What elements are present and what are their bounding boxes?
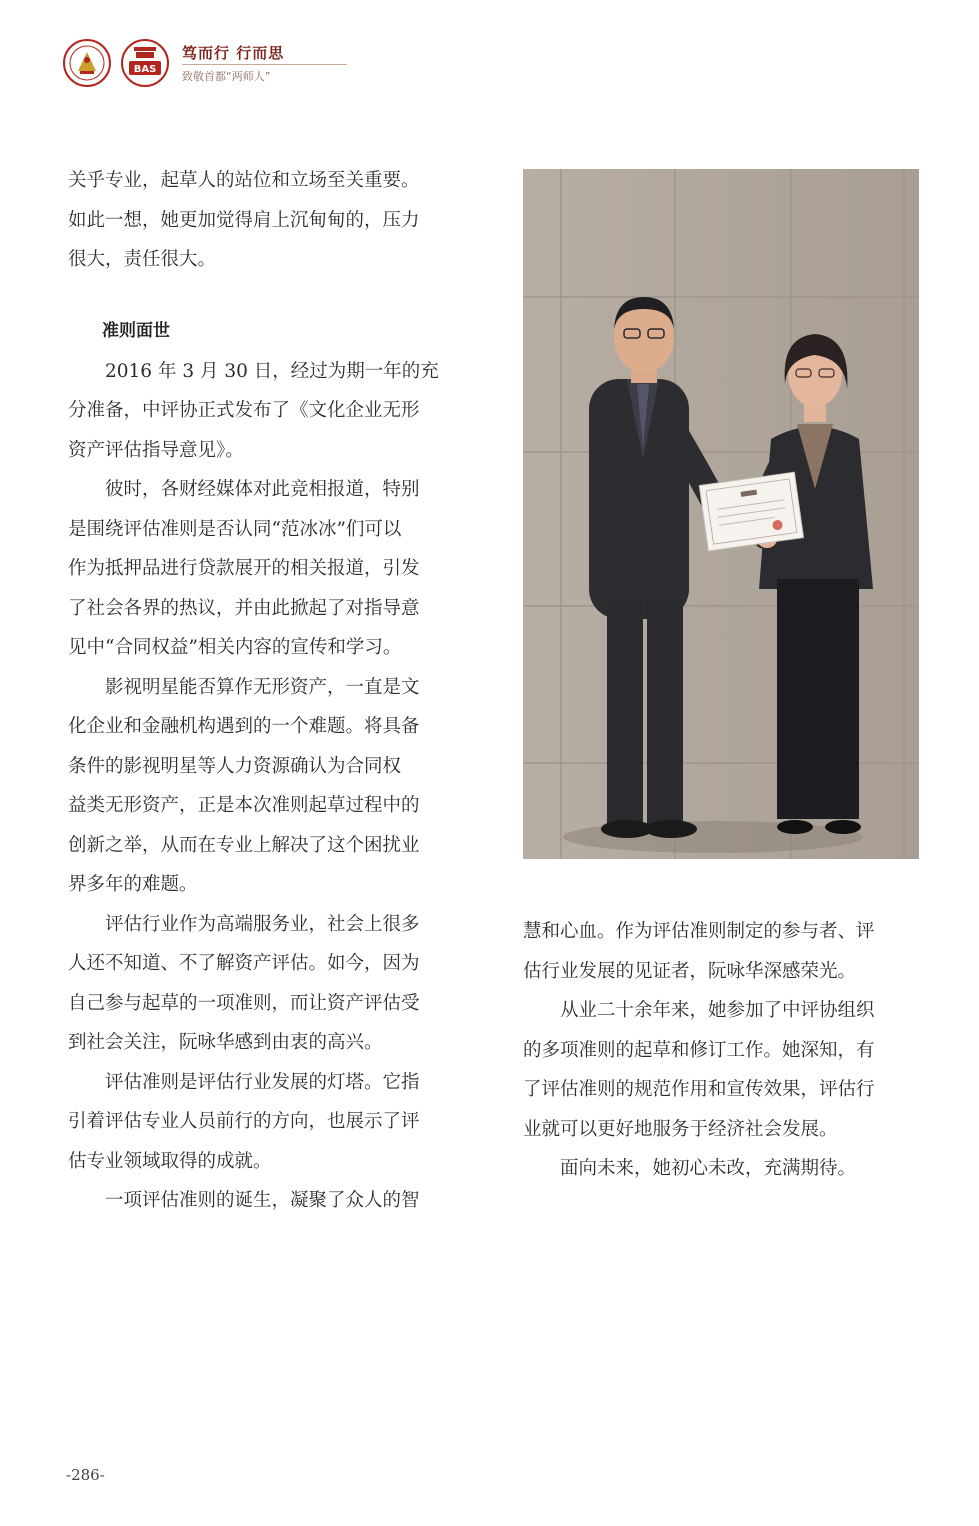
text-line: 的多项准则的起草和修订工作。她深知，有 xyxy=(523,1039,875,1061)
text-line: 引着评估专业人员前行的方向，也展示了评 xyxy=(68,1111,420,1132)
text-line: 化企业和金融机构遇到的一个难题。将具备 xyxy=(68,716,420,737)
text-line: 从业二十余年来，她参加了中评协组织 xyxy=(560,1000,875,1021)
text-line: 如此一想，她更加觉得肩上沉甸甸的，压力 xyxy=(68,209,420,231)
text-line: 估专业领域取得的成就。 xyxy=(68,1150,272,1172)
text-line: 慧和心血。作为评估准则制定的参与者、评 xyxy=(523,921,875,942)
text-line: 自己参与起草的一项准则，而让资产评估受 xyxy=(68,992,420,1014)
award-photo xyxy=(523,169,919,859)
text-line: 估行业发展的见证者，阮咏华深感荣光。 xyxy=(523,960,857,982)
bas-logo xyxy=(120,38,170,88)
left-column-top xyxy=(68,161,468,280)
text-line: 业就可以更好地服务于经济社会发展。 xyxy=(523,1118,838,1140)
text-line: 条件的影视明星等人力资源确认为合同权 xyxy=(68,755,402,777)
header-title: 笃而行 行而思 xyxy=(182,44,285,62)
header-divider xyxy=(182,64,347,65)
text-line: 见中“合同权益”相关内容的宣传和学习。 xyxy=(68,637,402,658)
text-line: 到社会关注，阮咏华感到由衷的高兴。 xyxy=(68,1032,383,1053)
left-column-main xyxy=(68,312,468,1221)
right-column xyxy=(523,912,921,1189)
section-heading: 准则面世 xyxy=(102,321,170,341)
text-line: 一项评估准则的诞生，凝聚了众人的智 xyxy=(105,1190,420,1211)
certificate xyxy=(699,472,803,551)
text-line: 资产评估指导意见》。 xyxy=(68,439,244,461)
text-line: 评估行业作为高端服务业，社会上很多 xyxy=(105,913,420,935)
page-header xyxy=(62,38,362,98)
text-line: 创新之举，从而在专业上解决了这个困扰业 xyxy=(68,834,420,856)
text-line: 益类无形资产，正是本次准则起草过程中的 xyxy=(68,795,420,816)
text-line: 评估准则是评估行业发展的灯塔。它指 xyxy=(105,1071,420,1093)
text-line: 是围绕评估准则是否认同“范冰冰”们可以 xyxy=(68,518,402,540)
text-line: 人还不知道、不了解资产评估。如今，因为 xyxy=(68,953,420,974)
text-line: 彼时，各财经媒体对此竞相报道，特别 xyxy=(105,479,420,500)
text-line: 界多年的难题。 xyxy=(68,874,198,895)
text-line: 了社会各界的热议，并由此掀起了对指导意 xyxy=(68,597,420,619)
text-line: 关乎专业，起草人的站位和立场至关重要。 xyxy=(68,170,420,191)
text-line: 了评估准则的规范作用和宣传效果，评估行 xyxy=(523,1079,875,1100)
text-line: 2016 年 3 月 30 日，经过为期一年的充 xyxy=(105,360,439,382)
text-line: 很大，责任很大。 xyxy=(68,249,217,270)
text-line: 分准备，中评协正式发布了《文化企业无形 xyxy=(68,400,420,421)
page-number: -286- xyxy=(66,1466,105,1484)
association-seal-logo xyxy=(62,38,112,88)
text-line: 作为抵押品进行贷款展开的相关报道，引发 xyxy=(68,558,420,579)
award-photo-illustration xyxy=(523,169,919,859)
bas-logo-text: BAS xyxy=(133,64,157,75)
header-subtitle: 致敬首都“两师人” xyxy=(182,70,271,83)
text-line: 面向未来，她初心未改，充满期待。 xyxy=(560,1158,857,1179)
text-line: 影视明星能否算作无形资产，一直是文 xyxy=(105,676,420,698)
